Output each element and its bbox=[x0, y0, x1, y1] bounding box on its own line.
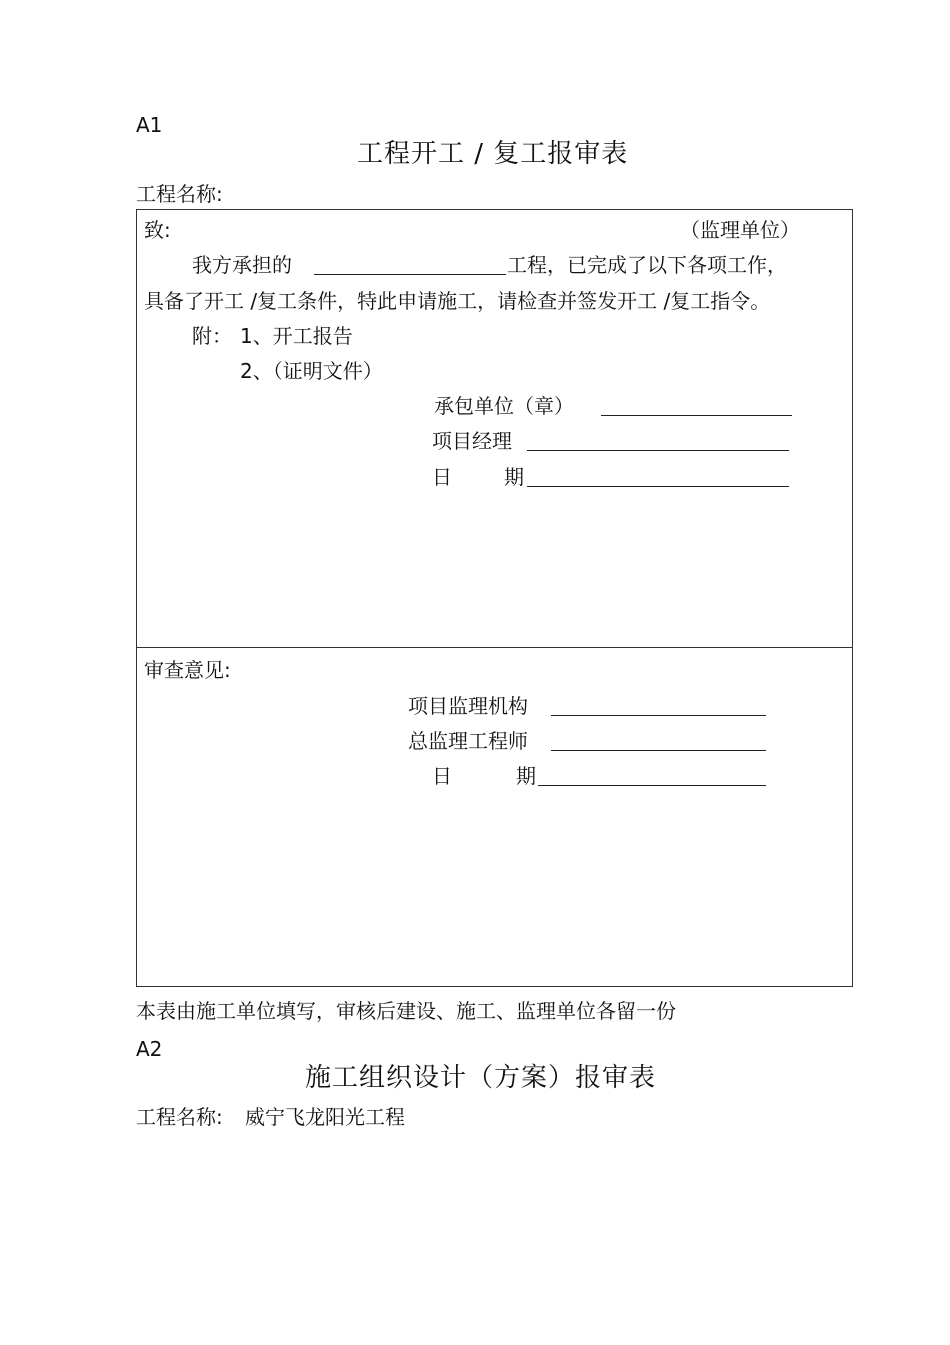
project-manager-label: 项目经理 bbox=[432, 429, 512, 453]
supervision-org-label: 项目监理机构 bbox=[408, 694, 528, 718]
form-code-a1: A1 bbox=[136, 113, 163, 137]
attachment-item-1: 1、开工报告 bbox=[240, 324, 353, 348]
review-date-line[interactable] bbox=[538, 785, 766, 786]
chief-engineer-label: 总监理工程师 bbox=[408, 729, 528, 753]
footer-note: 本表由施工单位填写，审核后建设、施工、监理单位各留一份 bbox=[136, 999, 676, 1023]
attachments-label: 附： bbox=[192, 324, 232, 348]
form-code-a2: A2 bbox=[136, 1037, 163, 1061]
form-title-a1: 工程开工 / 复工报审表 bbox=[357, 139, 629, 169]
chief-engineer-signature-line[interactable] bbox=[551, 750, 766, 751]
project-blank-line[interactable] bbox=[314, 274, 506, 275]
contractor-label: 承包单位（章） bbox=[434, 394, 574, 418]
date-label-period: 期 bbox=[504, 465, 524, 489]
section-divider bbox=[136, 647, 853, 648]
statement-prefix: 我方承担的 bbox=[192, 253, 292, 277]
attachment-item-2: 2、（证明文件） bbox=[240, 359, 383, 383]
project-name-value-a2: 威宁飞龙阳光工程 bbox=[245, 1105, 405, 1129]
statement-suffix: 工程，已完成了以下各项工作， bbox=[507, 253, 787, 277]
date-line-a1[interactable] bbox=[527, 486, 789, 487]
review-date-label-day: 日 bbox=[432, 764, 452, 788]
supervision-unit-label: （监理单位） bbox=[680, 218, 800, 242]
to-label: 致: bbox=[144, 218, 171, 242]
contractor-signature-line[interactable] bbox=[601, 415, 792, 416]
project-name-label-a1: 工程名称: bbox=[136, 182, 223, 206]
form-title-a2: 施工组织设计（方案）报审表 bbox=[305, 1063, 657, 1093]
project-manager-signature-line[interactable] bbox=[527, 450, 789, 451]
date-label-day: 日 bbox=[432, 465, 452, 489]
review-opinion-label: 审查意见: bbox=[144, 658, 231, 682]
statement-line-2: 具备了开工 /复工条件，特此申请施工，请检查并签发开工 /复工指令。 bbox=[144, 289, 771, 313]
supervision-org-signature-line[interactable] bbox=[551, 715, 766, 716]
project-name-label-a2: 工程名称: bbox=[136, 1105, 223, 1129]
review-date-label-period: 期 bbox=[516, 764, 536, 788]
